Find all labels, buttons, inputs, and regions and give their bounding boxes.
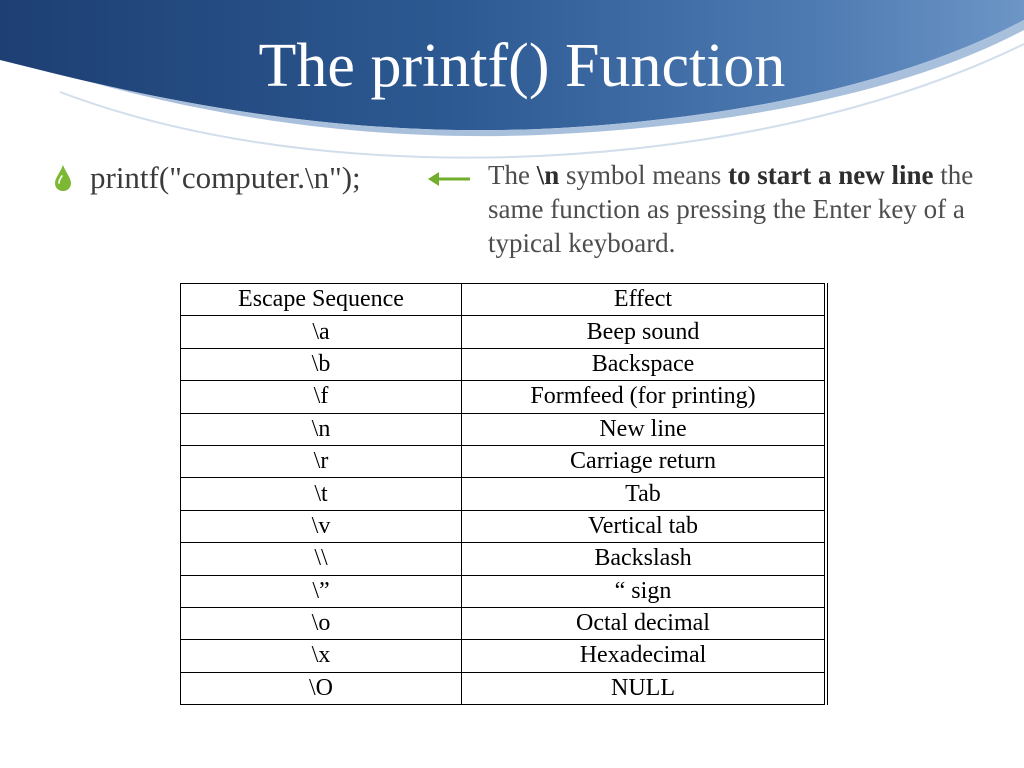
escape-sequence-cell: \b [181,348,462,380]
table-row [181,445,827,477]
escape-sequence-table [180,283,828,705]
escape-sequence-cell: \\ [181,543,462,575]
table-row [181,413,827,445]
effect-cell: Tab [462,478,827,510]
explanation-note [488,158,998,260]
effect-cell: “ sign [462,575,827,607]
table-header-row [181,284,827,316]
table-row [181,672,827,704]
effect-cell: NULL [462,672,827,704]
table-row [181,316,827,348]
escape-sequence-cell: \v [181,510,462,542]
escape-sequence-cell: \a [181,316,462,348]
bullet-text: printf("computer.\n"); [90,160,361,195]
effect-cell: New line [462,413,827,445]
note-text: symbol means [559,160,729,190]
table-row [181,381,827,413]
table-row [181,478,827,510]
column-header-effect: Effect [462,284,827,316]
escape-sequence-cell: \n [181,413,462,445]
escape-sequence-cell: \” [181,575,462,607]
table-row [181,607,827,639]
escape-sequence-cell: \t [181,478,462,510]
table-row [181,543,827,575]
effect-cell: Carriage return [462,445,827,477]
effect-cell: Hexadecimal [462,640,827,672]
escape-sequence-cell: \f [181,381,462,413]
effect-cell: Formfeed (for printing) [462,381,827,413]
escape-sequence-cell: \r [181,445,462,477]
effect-cell: Beep sound [462,316,827,348]
effect-cell: Vertical tab [462,510,827,542]
slide-title: The printf() Function [258,32,786,100]
table-row [181,348,827,380]
table-row [181,510,827,542]
escape-sequence-cell: \O [181,672,462,704]
table-row [181,640,827,672]
note-text: the same function as pressing the Enter key of a typical keyboard. [488,160,974,258]
note-bold-symbol: \n [536,160,560,190]
left-arrow-icon [426,170,472,188]
effect-cell: Backspace [462,348,827,380]
bullet-item [52,158,432,198]
column-header-escape-sequence: Escape Sequence [181,284,462,316]
note-text: The [488,160,537,190]
table-row [181,575,827,607]
effect-cell: Octal decimal [462,607,827,639]
note-bold-phrase: to start a new line [728,160,934,190]
escape-sequence-cell: \x [181,640,462,672]
escape-sequence-cell: \o [181,607,462,639]
drop-icon [52,163,74,193]
effect-cell: Backslash [462,543,827,575]
